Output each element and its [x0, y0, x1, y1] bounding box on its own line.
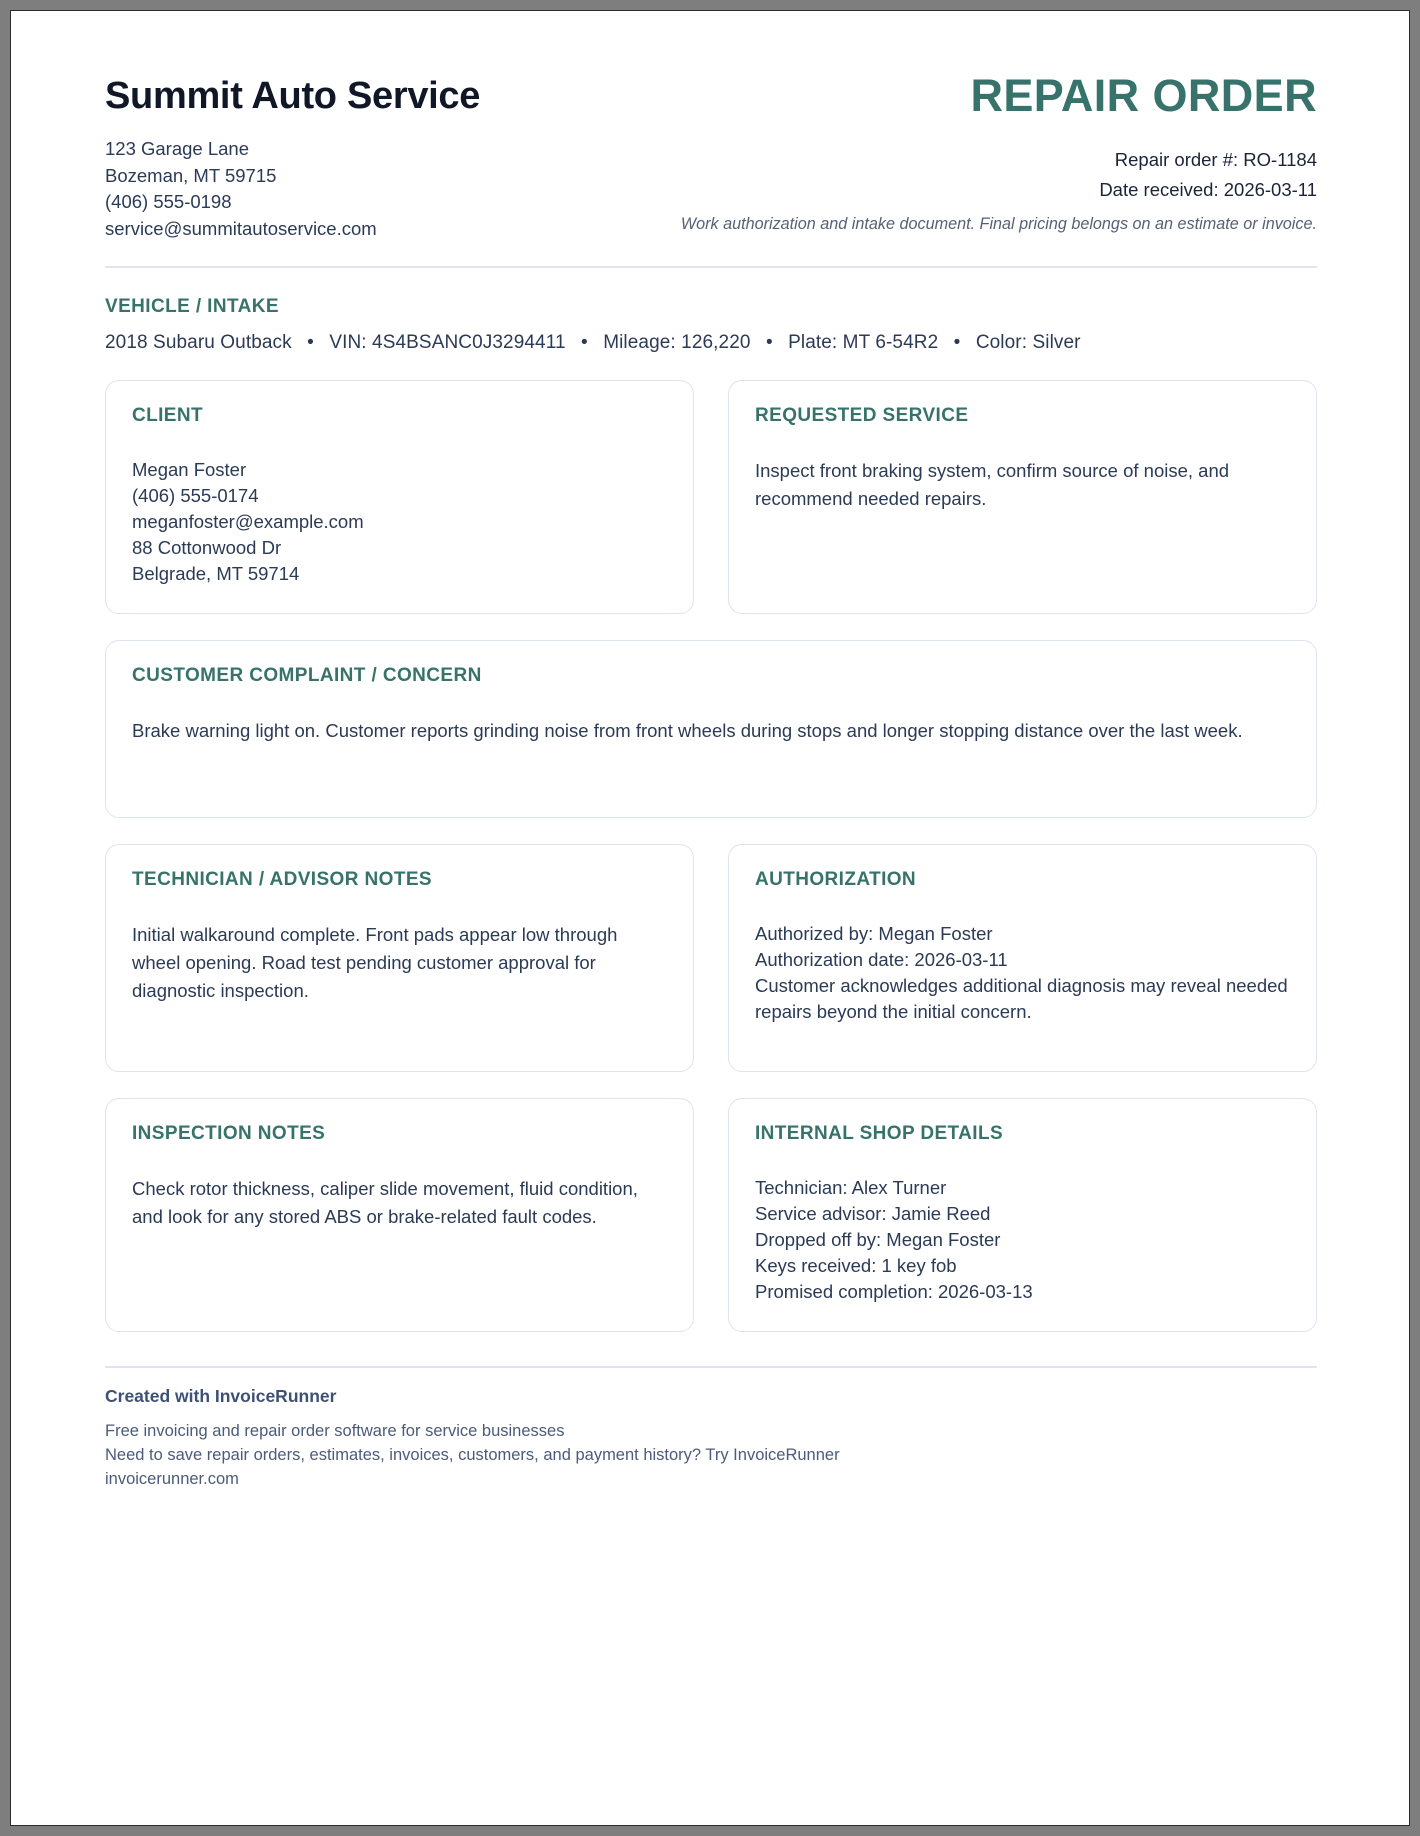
bullet-separator-icon: •: [953, 332, 961, 353]
client-city-state-zip: Belgrade, MT 59714: [132, 563, 300, 584]
document-header: [105, 65, 1317, 260]
keys-received: Keys received: 1 key fob: [755, 1255, 957, 1276]
header-divider: [105, 266, 1317, 268]
client-email: meganfoster@example.com: [132, 511, 364, 532]
technician-name: Technician: Alex Turner: [755, 1177, 947, 1198]
shop-details-list: [755, 1175, 1290, 1305]
inspection-notes-card: [105, 1098, 694, 1332]
page-title: REPAIR ORDER: [970, 70, 1317, 121]
vehicle-vin: VIN: 4S4BSANC0J3294411: [329, 332, 566, 353]
notes-authorization-row: [105, 844, 1317, 1072]
vehicle-summary: [105, 332, 1317, 354]
authorization-acknowledgement: Customer acknowledges additional diagnosis may reveal needed repairs beyond the initial concern.: [755, 975, 1288, 1022]
vehicle-section-heading: VEHICLE / INTAKE: [105, 296, 279, 317]
promised-completion: Promised completion: 2026-03-13: [755, 1281, 1033, 1302]
vehicle-description: 2018 Subaru Outback: [105, 332, 292, 353]
client-card-title: CLIENT: [132, 405, 204, 426]
footer-brand: Created with InvoiceRunner: [105, 1386, 337, 1406]
dropped-off-by: Dropped off by: Megan Foster: [755, 1229, 1001, 1250]
requested-service-text: Inspect front braking system, confirm source of noise, and recommend needed repairs.: [755, 460, 1230, 509]
shop-details-title: INTERNAL SHOP DETAILS: [755, 1123, 1004, 1144]
bullet-separator-icon: •: [307, 332, 314, 353]
inspection-notes-title: INSPECTION NOTES: [132, 1123, 326, 1144]
requested-service-title: REQUESTED SERVICE: [755, 405, 969, 426]
authorization-title: AUTHORIZATION: [755, 869, 917, 890]
client-name: Megan Foster: [132, 459, 247, 480]
authorization-date: Authorization date: 2026-03-11: [755, 949, 1008, 970]
company-block: [105, 65, 480, 242]
authorization-card: [728, 844, 1317, 1072]
document-meta-block: [681, 65, 1317, 235]
inspection-shop-row: [105, 1098, 1317, 1332]
date-received: Date received: 2026-03-11: [1099, 179, 1317, 200]
bullet-separator-icon: •: [581, 332, 588, 353]
client-phone: (406) 555-0174: [132, 485, 259, 506]
inspection-notes-text: Check rotor thickness, caliper slide movement, fluid condition, and look for any stored ABS or brake-related fault codes.: [132, 1178, 638, 1227]
shop-details-card: [728, 1098, 1317, 1332]
client-street: 88 Cottonwood Dr: [132, 537, 282, 558]
customer-complaint-title: CUSTOMER COMPLAINT / CONCERN: [132, 665, 482, 686]
authorized-by: Authorized by: Megan Foster: [755, 923, 993, 944]
repair-order-number: Repair order #: RO-1184: [1114, 149, 1317, 170]
customer-complaint-card: [105, 640, 1317, 818]
company-email: service@summitautoservice.com: [105, 217, 377, 239]
company-address-line: Bozeman, MT 59715: [105, 164, 277, 186]
document-footer: [105, 1368, 1317, 1491]
vehicle-color: Color: Silver: [975, 332, 1081, 353]
document-note: Work authorization and intake document. Final pricing belongs on an estimate or invoice.: [680, 215, 1317, 233]
document-page: [10, 10, 1410, 1826]
footer-cta: Need to save repair orders, estimates, invoices, customers, and payment history? Try InvoiceRunner: [105, 1446, 840, 1464]
customer-complaint-text: Brake warning light on. Customer reports grinding noise from front wheels during stops and longer stopping distance over the last week.: [132, 720, 1243, 741]
client-card: [105, 380, 694, 614]
service-advisor: Service advisor: Jamie Reed: [755, 1203, 991, 1224]
complaint-row: [105, 640, 1317, 818]
vehicle-mileage: Mileage: 126,220: [603, 332, 751, 353]
requested-service-card: [728, 380, 1317, 614]
authorization-details: [755, 921, 1290, 1025]
client-details: [132, 457, 667, 587]
technician-notes-card: [105, 844, 694, 1072]
company-name: Summit Auto Service: [105, 75, 481, 117]
vehicle-plate: Plate: MT 6-54R2: [788, 332, 939, 353]
footer-tagline: Free invoicing and repair order software for service businesses: [105, 1422, 565, 1440]
bullet-separator-icon: •: [765, 332, 773, 353]
company-phone: (406) 555-0198: [105, 191, 232, 212]
footer-website[interactable]: invoicerunner.com: [105, 1470, 239, 1488]
technician-notes-text: Initial walkaround complete. Front pads appear low through wheel opening. Road test pending customer approval for diagnostic inspection.: [132, 924, 618, 1001]
technician-notes-title: TECHNICIAN / ADVISOR NOTES: [132, 869, 432, 890]
company-address-line: 123 Garage Lane: [105, 138, 250, 159]
client-service-row: [105, 380, 1317, 614]
